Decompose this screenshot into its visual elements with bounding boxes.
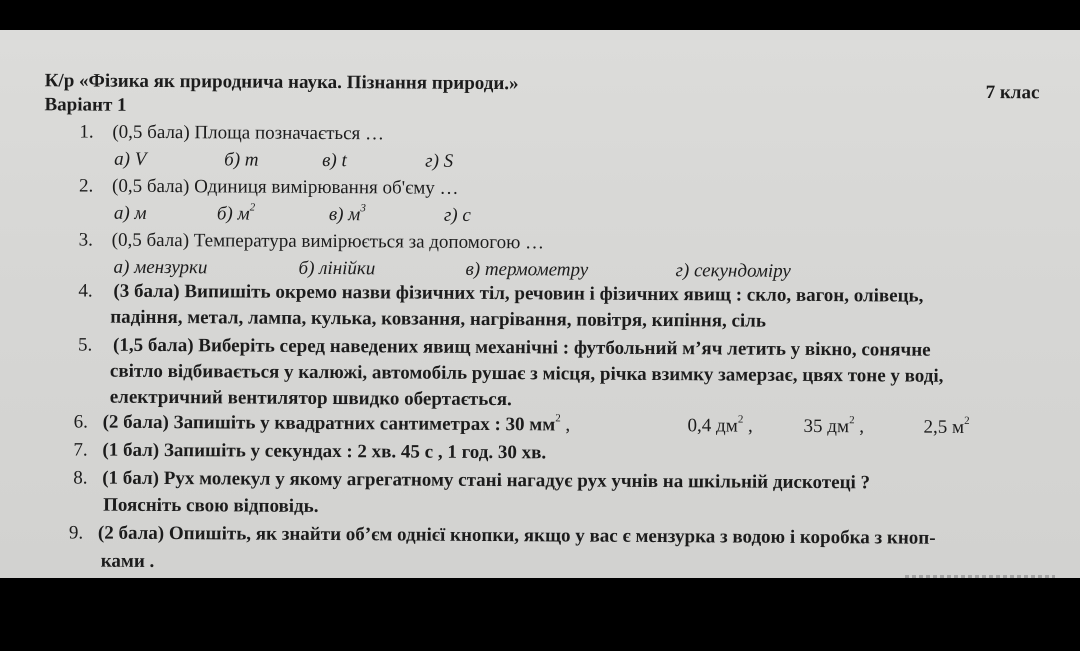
option-d: г) секундоміру bbox=[675, 260, 791, 282]
question-number: 2. bbox=[78, 175, 94, 197]
question-text: (3 бала) Випишіть окремо назви фізичних тіл, речовин і фізичних явищ : скло, вагон, олівець, bbox=[113, 280, 924, 307]
option-b: б) m bbox=[224, 149, 259, 171]
question-number: 4. bbox=[78, 280, 93, 302]
option-a: а) V bbox=[114, 148, 147, 170]
document-title: К/р «Фізика як природнича наука. Пізнання природи.» bbox=[44, 70, 519, 95]
next-line-fragment bbox=[905, 575, 1055, 578]
question-text: (2 бала) Опишіть, як знайти об’єм однієї кнопки, якщо у вас є мензурка з водою і коробка з кноп- bbox=[97, 522, 936, 549]
question-9 bbox=[69, 522, 936, 549]
option-b: б) $м^2$ bbox=[216, 201, 256, 225]
option-c: в) t bbox=[322, 149, 347, 172]
question-number: 3. bbox=[78, 229, 94, 251]
question-6: 6. (2 бала) Запишіть у квадратних сантиметрах : 30 $мм^2$ , bbox=[73, 411, 571, 436]
option-a: а) м bbox=[113, 202, 147, 224]
question-number: 7. bbox=[73, 439, 88, 461]
option-a: а) мензурки bbox=[113, 256, 208, 279]
value-1: 0,4 $дм^2$ , bbox=[687, 413, 753, 437]
question-number: 9. bbox=[68, 522, 84, 544]
question-number: 6. bbox=[73, 411, 88, 433]
question-7 bbox=[73, 439, 546, 464]
question-5 bbox=[78, 334, 931, 361]
option-b: б) лінійки bbox=[298, 257, 376, 280]
grade-label: 7 клас bbox=[985, 82, 1040, 104]
question-number: 5. bbox=[78, 334, 93, 356]
question-text: (1,5 бала) Виберіть серед наведених явищ механічні : футбольний м’яч летить у вікно, сонячне bbox=[113, 334, 931, 361]
question-text-continued: Поясніть свою відповідь. bbox=[103, 494, 319, 517]
question-number: 8. bbox=[73, 467, 88, 489]
question-text-continued: світло відбивається у калюжі, автомобіль рушає з місця, річка взимку замерзає, цвях тоне у воді, bbox=[109, 360, 944, 387]
question-8 bbox=[73, 467, 870, 494]
option-c: в) термометру bbox=[465, 258, 589, 281]
question-text: (0,5 бала) Площа позначається … bbox=[112, 121, 385, 145]
question-number: 1. bbox=[79, 121, 94, 143]
option-d: г) с bbox=[443, 204, 471, 226]
option-d: г) S bbox=[425, 150, 454, 172]
question-text-continued: електричний вентилятор швидко обертається. bbox=[109, 386, 512, 411]
question-4 bbox=[78, 280, 923, 307]
question-text: (1 бал) Рух молекул у якому агрегатному стані нагадує рух учнів на шкільній дискотеці ? bbox=[102, 467, 871, 494]
question-1 bbox=[79, 121, 384, 145]
question-text-continued: падіння, метал, лампа, кулька, ковзання, нагрівання, повітря, кипіння, сіль bbox=[110, 306, 766, 332]
question-text: (0,5 бала) Температура вимірюється за допомогою … bbox=[111, 229, 545, 254]
option-c: в) $м^3$ bbox=[328, 202, 366, 226]
paper-sheet bbox=[0, 30, 1080, 578]
value-3: 2,5 $м^2$ bbox=[923, 414, 970, 438]
question-text: (1 бал) Запишіть у секундах : 2 хв. 45 с , 1 год. 30 хв. bbox=[102, 439, 547, 464]
question-text: (0,5 бала) Одиниця вимірювання об'єму … bbox=[111, 175, 459, 199]
value-2: 35 $дм^2$ , bbox=[803, 414, 865, 438]
question-text-continued: ками . bbox=[100, 550, 155, 572]
question-3 bbox=[79, 229, 544, 254]
question-2 bbox=[79, 175, 459, 199]
variant-label: Варіант 1 bbox=[44, 94, 127, 116]
document-content bbox=[0, 30, 1080, 578]
question-text: (2 бала) Запишіть у квадратних сантиметрах : 30 мм bbox=[102, 411, 556, 436]
